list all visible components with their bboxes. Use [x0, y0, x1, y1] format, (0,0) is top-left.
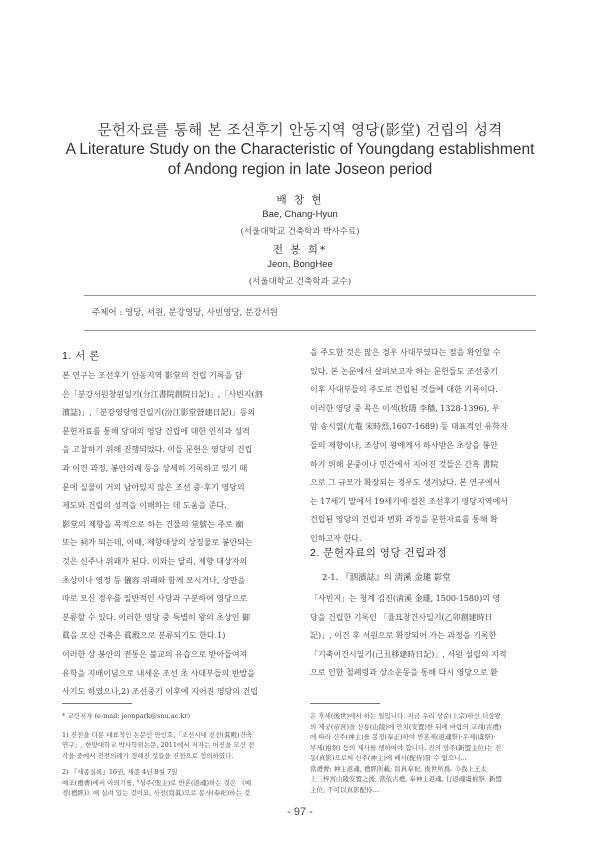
- paper-title-korean: 문헌자료를 통해 본 조선후기 안동지역 영당(影堂) 건립의 성격: [97, 123, 503, 139]
- body-line: 을 주도한 것은 많은 경우 사대부였다는 점을 확인할 수: [310, 348, 501, 357]
- section-1-heading: 1. 서 론: [62, 350, 100, 362]
- body-line: 는 17세기 말에서 19세기에 걸친 조선후기 영당지역에서: [310, 496, 508, 506]
- body-line: 으로 그 규모가 확장되는 경우도 생겨났다. 본 연구에서: [310, 478, 501, 488]
- footnote-corresponding-author: * 교신저자 (e-mail: jeonpark@snu.ac.kr): [62, 712, 191, 720]
- body-line: 문헌자료를 통해 당대의 영당 건립에 대한 인식과 성격: [62, 426, 250, 436]
- body-line: 과 이건 과정, 봉안의례 등을 상세히 기록하고 있기 때: [62, 463, 248, 473]
- body-line: 이러한 영당 중 목은 이색(牧隱 李穡, 1328-1396), 우: [310, 403, 500, 413]
- footnote-1-line: 각을 중에서 진전의례가 정해진 것들을 진전으로 정의하였다.: [62, 751, 234, 760]
- right-column-body: [310, 344, 540, 549]
- body-line: 건립된 영당의 건립과 변화 과정을 문헌자료를 통해 확: [310, 515, 498, 525]
- body-line: 것은 신주나 위패가 된다. 이와는 달리, 제향 대상자의: [62, 556, 248, 566]
- author-2-korean-name: 전 봉 희*: [272, 244, 328, 256]
- body-line: 제도와 건립의 성격을 이해하는 데 도움을 준다.: [62, 501, 227, 511]
- body-line: 따로 모신 경우를 일반적인 사당과 구분하여 영당으로: [62, 594, 248, 604]
- body-line: 유학을 지배이념으로 내세운 조선 초 사대부들의 반발을: [62, 668, 255, 678]
- footnote-2-line: 경(禮經)》에 실려 있는 것이요, 사전(寫眞)으로 봉사(奉祀)하는 것: [62, 789, 251, 797]
- body-line: 을 고찰하기 위해 진행되었다. 이들 문헌은 영당의 건립: [62, 445, 253, 455]
- body-line: 또는 祠가 되는데, 이때, 제향대상의 상징물로 봉안되는: [62, 538, 253, 548]
- body-line: 초상이나 영정 등 儀容 위패와 함께 모시거나, 상만을: [62, 575, 246, 585]
- body-line: 사기도 하였으나,2) 조선중기 이후에 지어진 영당의 건립: [62, 687, 259, 697]
- footnote-2-continued-line: 主位, 不可以真影配侍...: [310, 785, 379, 794]
- footnotes-right: [310, 711, 540, 795]
- body-line: 眞을 모신 건축은 眞殿으로 분류되기도 한다.1): [62, 631, 226, 641]
- body-line: 하기 위해 문중이나 민간에서 지어진 것들은 간혹 書院: [310, 459, 499, 469]
- body-line: 들의 제향이나, 조상이 왕에게서 하사받은 초상을 봉안: [310, 440, 498, 450]
- paper-title-english-line1: A Literature Study on the Characteristic of Youngdang establishment: [65, 141, 535, 158]
- author-2-english-name: Jeon, BongHee: [267, 259, 333, 270]
- body-line: 濱誌)」,「분강영당영건일기(汾江影堂營建日記)」등의: [62, 408, 256, 418]
- footnote-2-line: 예조(禮曹)에서 아뢰기를, "성주(聖主)로 반혼(返魂)하는 것은 《예: [62, 778, 252, 787]
- body-line: 문에 실물이 거의 남아있지 않은 조선 중·후기 영당의: [62, 482, 245, 492]
- body-line: 이후 사대부들의 주도로 건립된 것들에 대한 기록이다.: [310, 385, 498, 395]
- body-line: 당을 건립한 기록인 「율묘창건사일기(乙卯創建時日: [310, 612, 493, 622]
- author-1-korean-name: 배 창 현: [276, 194, 324, 206]
- footnote-1-line: 연구」, 한양대학교 박사학위논문, 2011에서 저자는 어진을 모신 전: [62, 741, 255, 749]
- author-1-english-name: Bae, Chang-Hyun: [262, 209, 338, 220]
- author-1-affiliation: (서울대학교 건축학과 박사수료): [240, 227, 360, 237]
- footnote-separator-left: [62, 703, 132, 704]
- body-line: 記)」, 이건 후 서원으로 확장되어 가는 과정을 기록한: [310, 631, 497, 641]
- body-line: 있다. 본 논문에서 살펴보고자 하는 문헌들도 조선중기: [310, 366, 498, 376]
- footnote-2-continued-line: 의 제궁(帝宮)을 산릉(山陵)에 안치(安置)한 뒤에 바람의 교례(古禮): [310, 722, 502, 731]
- section-2-1-subheading: 2-1. 『泗濱誌』의 淸溪 金璡 影堂: [322, 573, 451, 583]
- keywords: 주제어 : 영당, 서원, 분강영당, 사빈영당, 분강서원: [92, 308, 278, 318]
- footnote-1-line: 1) 진전을 다룬 대표적인 논문인 안인호,「조선시대 진전(眞殿)건축: [62, 730, 253, 739]
- body-line: 인하고자 한다.: [310, 533, 362, 543]
- body-line: 암 송시열(尤菴 宋時烈,1607-1689) 등 대표적인 유학자: [310, 422, 508, 432]
- footnote-2-continued-line: 當禮曹: 神主返魂, 禮經所載; 寫真奉祀, 後世所爲. 今我上王太: [310, 764, 487, 773]
- paper-title-english-line2: of Andong region in late Joseon period: [167, 161, 433, 178]
- footnotes-left: [62, 711, 292, 799]
- footnote-2-continued-line: 동(真影)으로써 신주(神主)에 배시(配侍)할 수 없으니...: [310, 754, 467, 762]
- footnote-2-continued-line: 부제(祔祭) 등의 제사를 행하여야 합니다. 진의 망주(新盟主位)는 진: [310, 743, 502, 752]
- section-1-body: [62, 367, 292, 702]
- body-line: 「사빈지」는 청계 김진(淸溪 金璡, 1500-1580)의 영: [310, 594, 501, 603]
- body-line: 으로 인한 철폐령과 상소운동을 통해 다시 영당으로 환: [310, 668, 498, 678]
- footnote-2-continued-line: 에 따라 신주(神主)를 봉정(奉正)하여 반혼제(返魂祭)·우제(虞祭)·: [310, 733, 496, 741]
- footnote-2-continued-line: 은 후세(後世)에서 하는 일입니다. 지금 우리 상순(上宗)하신 더상왕: [310, 712, 501, 720]
- section-2-body: [310, 590, 540, 683]
- footnote-2-line: 2) 『세종실록』16권, 세종 4년 8월 7일: [62, 768, 178, 776]
- body-line: 이러한 상 봉안의 전통은 불교의 유습으로 받아들여져: [62, 649, 248, 659]
- body-line: 影堂의 제향을 목적으로 하는 건물의 堂號는 주로 廟: [62, 519, 244, 529]
- body-line: 은「분강서원창원일기(分江書院創院日記)」,「사빈지(泗: [62, 389, 263, 399]
- footnote-separator-right: [310, 703, 380, 704]
- body-line: 「기축이건시일기(己丑移建時日記)」, 서원 설립의 지적: [310, 649, 507, 659]
- section-2-heading: 2. 문헌자료의 영당 건립과정: [310, 547, 448, 559]
- body-line: 본 연구는 조선후기 안동지역 影堂의 건립 기록을 담: [62, 371, 243, 380]
- page-number: - 97 -: [287, 806, 313, 818]
- author-2-affiliation: (서울대학교 건축학과 교수): [248, 277, 352, 287]
- body-line: 분류할 수 있다. 이러한 영당 중 특별히 왕의 초상인 御: [62, 612, 250, 622]
- footnote-2-continued-line: 上三梓宮山陵安置之後, 當依古禮, 奉神主返魂, 行返魂虞祔祭. 新盟: [310, 775, 503, 783]
